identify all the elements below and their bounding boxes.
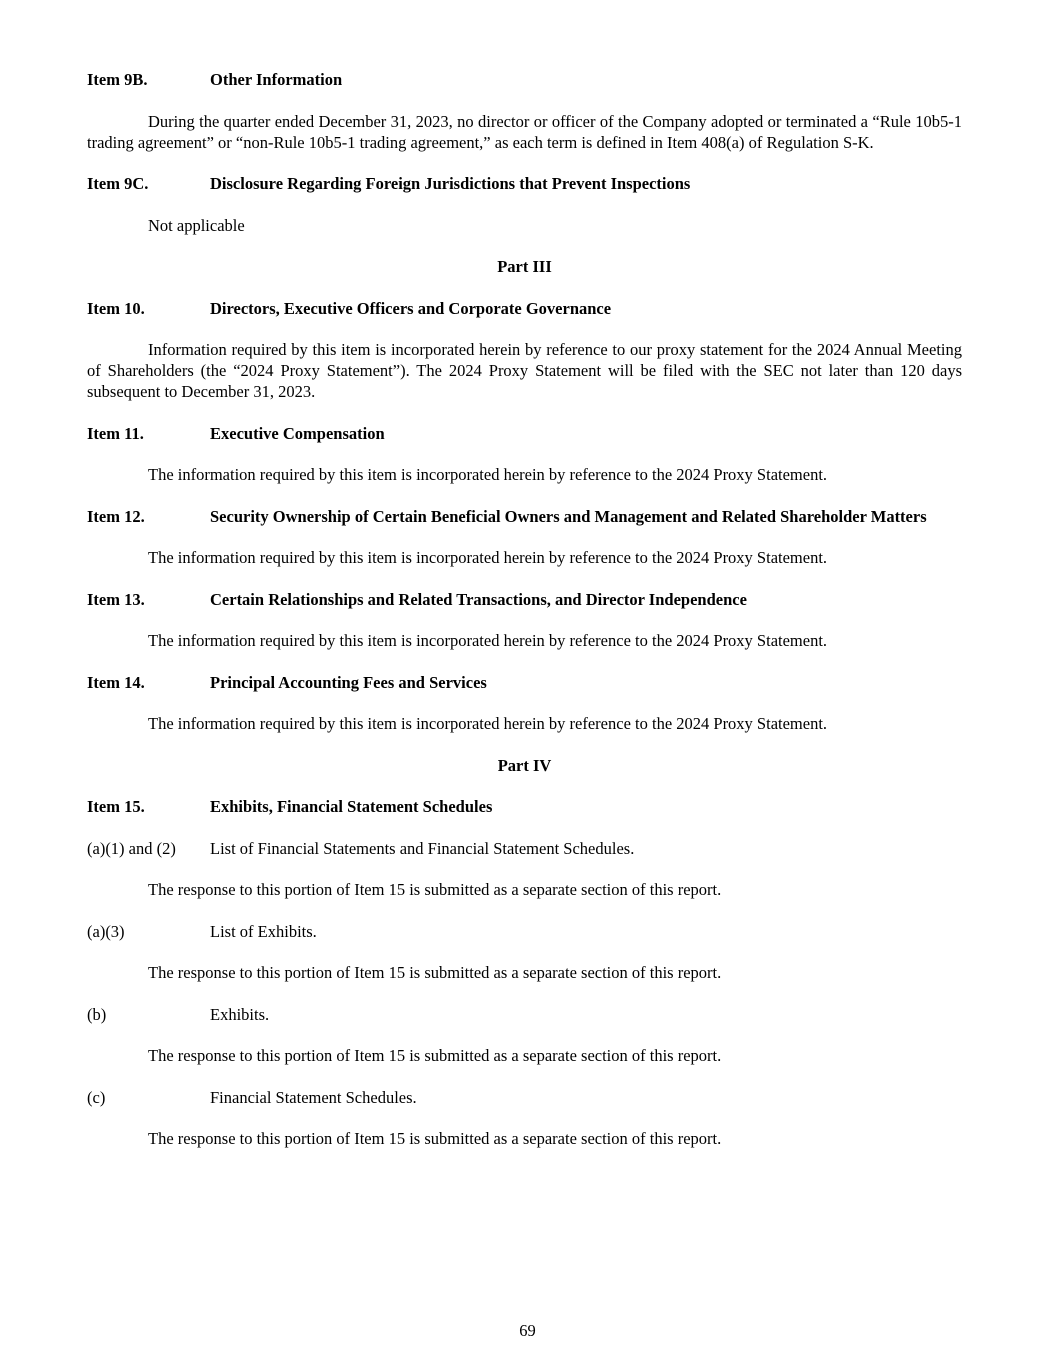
page-number: 69: [519, 1321, 536, 1340]
body-paragraph: The response to this portion of Item 15 is submitted as a separate section of this report.: [148, 1046, 722, 1065]
item-number-label: Item 11.: [87, 423, 144, 443]
item-title: Disclosure Regarding Foreign Jurisdictions that Prevent Inspections: [210, 174, 691, 193]
item-title: Exhibits, Financial Statement Schedules: [210, 797, 493, 816]
body-paragraph: Information required by this item is incorporated herein by reference to our proxy statement for the 2024 Annual Meeting of Shareholders (the “2024 Proxy Statement”). The 2024 Proxy Statement will be filed with the SEC not later than 120 days subsequent to December 31, 2023.: [87, 340, 962, 401]
sub-item-a1-2: [87, 838, 962, 859]
item-heading-9c: [87, 173, 962, 194]
body-text: Not applicable: [148, 215, 245, 235]
body-paragraph: During the quarter ended December 31, 2023, no director or officer of the Company adopted or terminated a “Rule 10b5-1 trading agreement” or “non-Rule 10b5-1 trading agreement,” as each term is defined in Item 408(a) of Regulation S-K.: [87, 111, 962, 152]
item-number-label: Item 10.: [87, 298, 145, 318]
sub-item-label: (b): [87, 1004, 107, 1024]
body-paragraph: The response to this portion of Item 15 is submitted as a separate section of this report.: [148, 880, 722, 899]
body-paragraph: The information required by this item is incorporated herein by reference to the 2024 Proxy Statement.: [148, 548, 828, 567]
item-title: Principal Accounting Fees and Services: [210, 672, 487, 692]
item-heading-10: [87, 298, 962, 319]
part-heading-iii: Part III: [497, 257, 552, 276]
item-title: Certain Relationships and Related Transactions, and Director Independence: [210, 589, 747, 609]
item-heading-12: [87, 506, 962, 527]
item-heading-9b: [87, 69, 962, 90]
item-title: Security Ownership of Certain Beneficial Owners and Management and Related Shareholder Matters: [210, 506, 927, 526]
body-paragraph: The response to this portion of Item 15 is submitted as a separate section of this report.: [148, 1129, 722, 1148]
sub-item-b: [87, 1004, 962, 1025]
sub-item-c: [87, 1087, 962, 1108]
item-number-label: Item 14.: [87, 672, 145, 692]
part-heading-iv: Part IV: [497, 755, 552, 775]
sub-item-label: (a)(1) and (2): [87, 838, 176, 858]
sub-item-label: (c): [87, 1087, 106, 1107]
item-heading-13: [87, 589, 962, 610]
sub-item-title: List of Financial Statements and Financial Statement Schedules.: [210, 838, 635, 858]
item-title: Executive Compensation: [210, 423, 385, 443]
sub-item-title: Exhibits.: [210, 1004, 270, 1024]
body-paragraph: The information required by this item is incorporated herein by reference to the 2024 Proxy Statement.: [148, 465, 828, 484]
sub-item-a3: [87, 921, 962, 942]
item-number-label: Item 15.: [87, 797, 145, 816]
item-heading-15: [87, 796, 962, 817]
body-paragraph: The response to this portion of Item 15 is submitted as a separate section of this report.: [148, 963, 722, 982]
item-number-label: Item 9B.: [87, 70, 148, 89]
item-number-label: Item 13.: [87, 589, 145, 609]
item-title: Other Information: [210, 70, 343, 89]
body-paragraph: The information required by this item is incorporated herein by reference to the 2024 Proxy Statement.: [148, 714, 828, 733]
item-number-label: Item 12.: [87, 506, 145, 526]
item-title: Directors, Executive Officers and Corporate Governance: [210, 298, 612, 318]
item-heading-14: [87, 672, 962, 693]
item-heading-11: [87, 423, 962, 444]
sub-item-title: Financial Statement Schedules.: [210, 1087, 417, 1107]
sub-item-label: (a)(3): [87, 921, 125, 941]
item-number-label: Item 9C.: [87, 174, 149, 193]
sub-item-title: List of Exhibits.: [210, 921, 317, 941]
body-paragraph: The information required by this item is incorporated herein by reference to the 2024 Proxy Statement.: [148, 631, 828, 650]
